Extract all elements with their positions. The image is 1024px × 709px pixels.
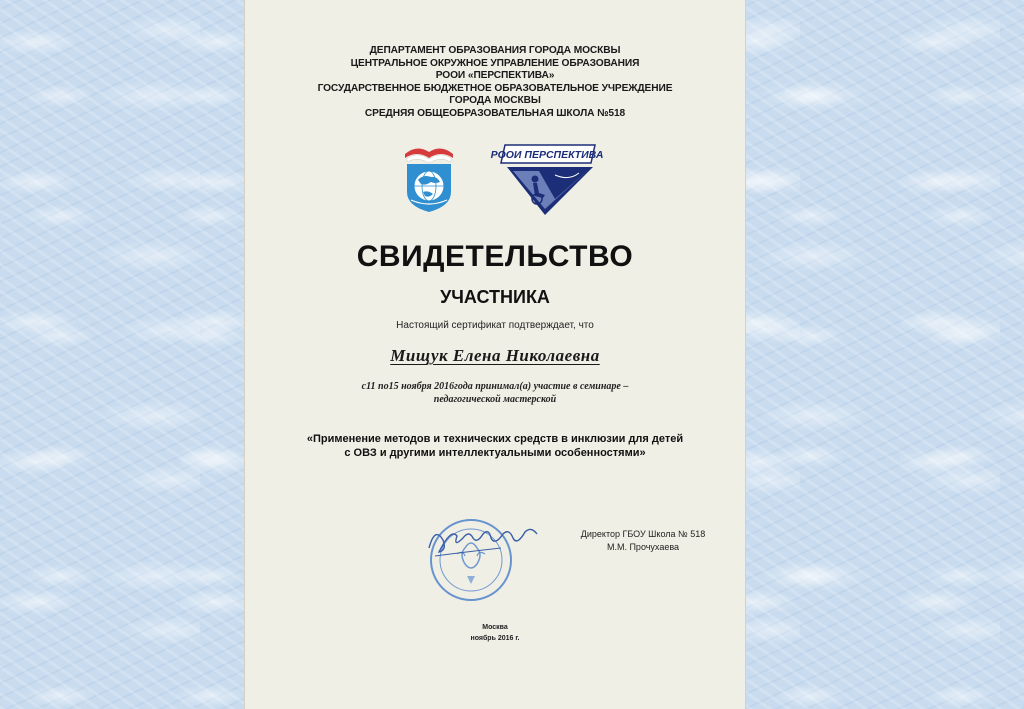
certificate-document xyxy=(245,0,745,709)
certificate-title: СВИДЕТЕЛЬСТВО xyxy=(356,240,634,273)
topic-line-2: с ОВЗ и другими интеллектуальными особенностями» xyxy=(344,447,646,459)
participation-line-2: педагогической мастерской xyxy=(433,394,557,405)
topic-line-1: «Применение методов и технических средств в инклюзии для детей xyxy=(306,433,684,445)
perspektiva-logo-icon xyxy=(490,141,604,217)
participation-line-1: с11 по15 ноября 2016года принимал(а) участие в семинаре – xyxy=(361,381,629,392)
signer-position: Директор ГБОУ Школа № 518 xyxy=(580,529,706,539)
header-line-1: ДЕПАРТАМЕНТ ОБРАЗОВАНИЯ ГОРОДА МОСКВЫ xyxy=(369,45,621,56)
confirmation-text: Настоящий сертификат подтверждает, что xyxy=(396,320,594,331)
issuer-header xyxy=(245,45,745,121)
certificate-subtitle: УЧАСТНИКА xyxy=(440,287,550,307)
header-line-4: ГОСУДАРСТВЕННОЕ БЮДЖЕТНОЕ ОБРАЗОВАТЕЛЬНОЕ УЧРЕЖДЕНИЕ xyxy=(317,82,673,94)
header-line-5: ГОРОДА МОСКВЫ xyxy=(449,95,541,107)
header-line-3: РООИ «ПЕРСПЕКТИВА» xyxy=(435,70,555,82)
recipient-name: Мищук Елена Николаевна xyxy=(390,346,600,365)
seminar-topic xyxy=(245,432,745,460)
issue-city: Москва xyxy=(482,624,508,631)
signer-name: М.М. Прочухаева xyxy=(606,542,680,552)
education-department-emblem-icon xyxy=(401,140,457,214)
signer-block xyxy=(563,528,723,554)
official-stamp-signature-icon xyxy=(425,508,545,608)
issue-date: ноябрь 2016 г. xyxy=(470,635,520,642)
header-line-6: СРЕДНЯЯ ОБЩЕОБРАЗОВАТЕЛЬНАЯ ШКОЛА №518 xyxy=(364,107,626,119)
participation-details xyxy=(245,380,745,406)
perspektiva-logo-text: РООИ ПЕРСПЕКТИВА xyxy=(490,149,604,161)
issue-place-date xyxy=(245,622,745,644)
header-line-2: ЦЕНТРАЛЬНОЕ ОКРУЖНОЕ УПРАВЛЕНИЕ ОБРАЗОВАНИЯ xyxy=(350,57,640,69)
